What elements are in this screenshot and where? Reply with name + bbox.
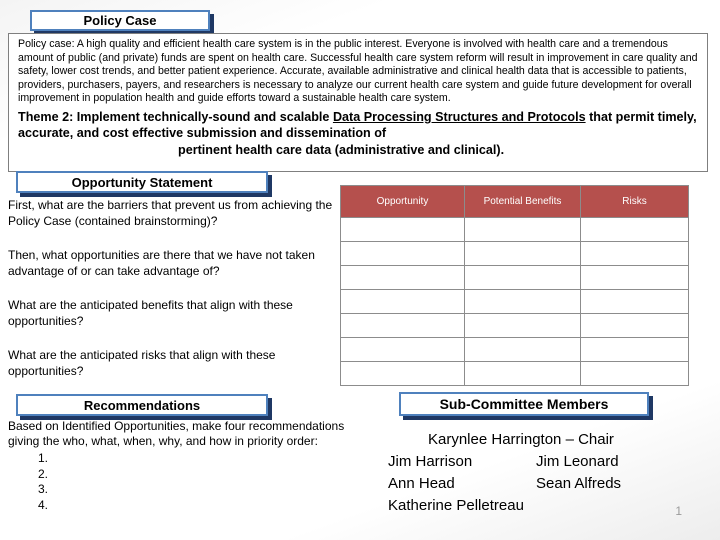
table-cell (581, 266, 689, 290)
table-cell (465, 338, 581, 362)
table-header-potential-benefits: Potential Benefits (465, 186, 581, 218)
opportunity-question-1: First, what are the barriers that prevent us from achieving the Policy Case (contained brainstorming)? (8, 198, 333, 228)
theme-2-prefix: Theme 2: Implement technically-sound and scalable (18, 109, 333, 124)
theme-2-text (18, 109, 698, 142)
member-name: Sean Alfreds (536, 475, 622, 492)
subcommittee-members-list (388, 429, 688, 517)
table-cell (581, 290, 689, 314)
table-cell (465, 218, 581, 242)
policy-case-title-box (30, 10, 210, 31)
recommendations-title-box (16, 394, 268, 416)
recommendations-title: Recommendations (83, 397, 201, 413)
subcommittee-members-title-box (399, 392, 649, 416)
table-row (341, 242, 689, 266)
table-cell (465, 290, 581, 314)
table-header-row (341, 186, 689, 218)
member-row (388, 451, 688, 473)
theme-2-text-line2: pertinent health care data (administrative and clinical). (178, 142, 505, 157)
recommendation-item-4: 4. (38, 497, 49, 512)
opportunity-question-2: Then, what opportunities are there that we have not taken advantage of or can take advantage of? (8, 248, 315, 278)
table-cell (341, 266, 465, 290)
opportunity-question-4: What are the anticipated risks that align with these opportunities? (8, 348, 276, 378)
recommendation-item-3: 3. (38, 482, 49, 496)
member-name: Jim Harrison (388, 453, 473, 470)
table-cell (581, 314, 689, 338)
table-cell (341, 218, 465, 242)
table-cell (341, 338, 465, 362)
theme-2-suffix: that permit timely, accurate, and cost effective submission and dissemination of (18, 109, 697, 141)
table-cell (465, 266, 581, 290)
member-name: Katherine Pelletreau (388, 497, 524, 514)
opportunity-statement-title-box (16, 171, 268, 193)
policy-case-title: Policy Case (83, 13, 157, 28)
table-cell (581, 362, 689, 386)
table-cell (341, 242, 465, 266)
opportunity-table (340, 185, 689, 386)
member-row (388, 473, 688, 495)
table-row (341, 218, 689, 242)
table-cell (581, 218, 689, 242)
recommendations-list (38, 451, 352, 513)
table-cell (341, 314, 465, 338)
table-cell (341, 362, 465, 386)
policy-case-text: Policy case: A high quality and efficient health care system is in the public interest. Everyone is involved with health care and a tremendous amount of public (and private) funds are spent on health care. Successful health care system reform will result in improvement in care quality and safety, lower cost trends, and better patient experience. Accurate, available administrative and clinical health data that is accessible to patients, providers, purchasers, payers, and researchers is necessary to analyze our current health care system and guide future development for overall improvement in population health and guide efforts toward a sustainable health care system. (18, 38, 698, 105)
table-cell (581, 242, 689, 266)
table-cell (581, 338, 689, 362)
member-row (388, 495, 688, 517)
member-chair: Karynlee Harrington – Chair (428, 431, 614, 448)
table-body (341, 218, 689, 386)
member-name: Jim Leonard (536, 453, 619, 470)
table-cell (465, 242, 581, 266)
table-cell (465, 314, 581, 338)
policy-case-body-box (8, 33, 708, 172)
table-header-risks: Risks (581, 186, 689, 218)
recommendation-item-1: 1. (38, 451, 49, 465)
table-row (341, 290, 689, 314)
table-row (341, 266, 689, 290)
table-row (341, 338, 689, 362)
table-row (341, 314, 689, 338)
theme-2-underlined-phrase: Data Processing Structures and Protocols (332, 109, 586, 124)
recommendation-item-2: 2. (38, 466, 49, 481)
table-row (341, 362, 689, 386)
page-number: 1 (675, 504, 682, 518)
opportunity-questions (8, 198, 342, 398)
recommendations-intro: Based on Identified Opportunities, make four recommendations giving the who, what, when, why, and how in priority order: (8, 419, 345, 448)
subcommittee-members-title: Sub-Committee Members (439, 396, 609, 412)
recommendations-block (8, 419, 352, 513)
table-cell (341, 290, 465, 314)
member-name: Ann Head (388, 475, 455, 492)
table-header-opportunity: Opportunity (341, 186, 465, 218)
opportunity-question-3: What are the anticipated benefits that align with these opportunities? (8, 298, 293, 328)
table-cell (465, 362, 581, 386)
opportunity-statement-title: Opportunity Statement (71, 174, 213, 190)
